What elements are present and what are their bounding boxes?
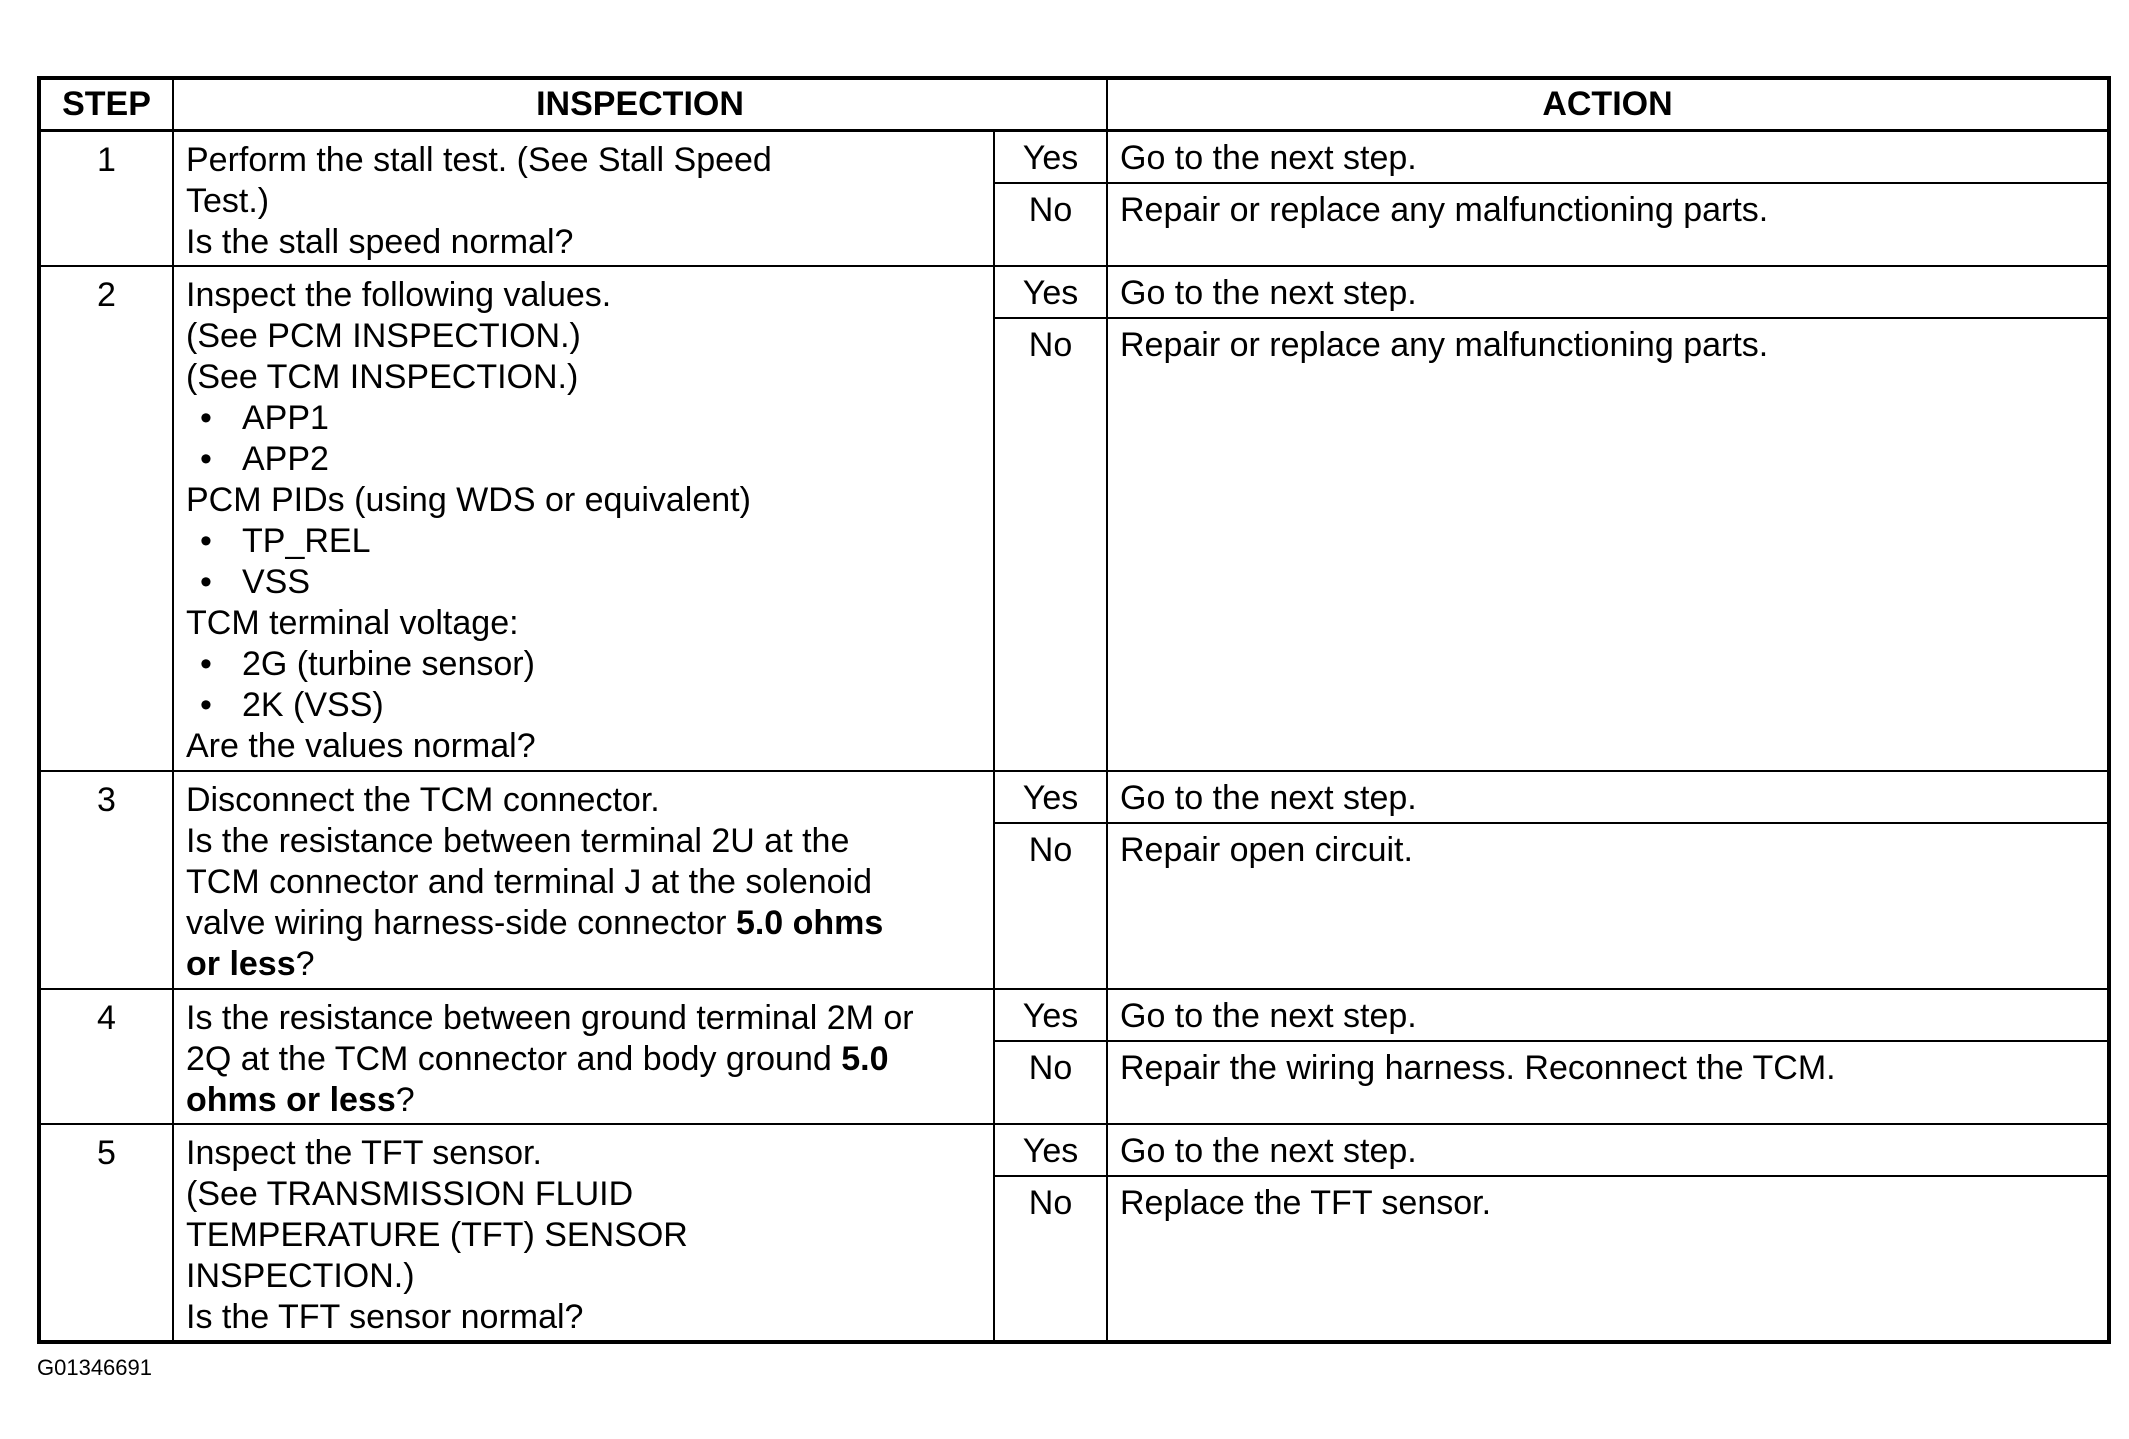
bullet-item	[186, 685, 983, 726]
inspection-line: TCM connector and terminal J at the solenoid	[186, 862, 873, 901]
spec-value: 5.0 ohms	[735, 903, 884, 942]
inspection-line: TEMPERATURE (TFT) SENSOR	[186, 1215, 688, 1254]
bullet-icon: •	[200, 398, 212, 437]
inspection-line: Is the TFT sensor normal?	[186, 1297, 584, 1336]
diagnostic-table-frame	[37, 76, 2111, 1336]
bullet-item	[186, 439, 983, 480]
inspection-text	[173, 1124, 994, 1342]
diagnostic-table	[37, 76, 2111, 1344]
inspection-line: TCM terminal voltage:	[186, 603, 519, 642]
yes-action: Go to the next step.	[1107, 771, 2109, 823]
table-body	[39, 131, 2109, 1342]
bullet-item	[186, 562, 983, 603]
inspection-line: Is the resistance between ground terminal 2M or	[186, 998, 914, 1037]
inspection-line: Is the resistance between terminal 2U at the	[186, 821, 850, 860]
header-row	[39, 78, 2109, 131]
yes-label: Yes	[994, 989, 1107, 1041]
inspection-line	[186, 1039, 983, 1080]
inspection-line: Inspect the TFT sensor.	[186, 1133, 542, 1172]
bullet-item	[186, 644, 983, 685]
inspection-line: Is the stall speed normal?	[186, 223, 574, 261]
table-row	[39, 131, 2109, 183]
no-action: Replace the TFT sensor.	[1107, 1176, 2109, 1342]
bullet-item	[186, 521, 983, 562]
bullet-item	[186, 398, 983, 439]
figure-id: G01346691	[37, 1355, 152, 1380]
bullet-text: 2G (turbine sensor)	[242, 644, 535, 683]
inspection-line: PCM PIDs (using WDS or equivalent)	[186, 480, 751, 519]
inspection-line: (See TCM INSPECTION.)	[186, 357, 579, 396]
inspection-line: INSPECTION.)	[186, 1256, 415, 1295]
inspection-line: Disconnect the TCM connector.	[186, 780, 660, 819]
inspection-line: Inspect the following values.	[186, 275, 612, 314]
no-label: No	[994, 1041, 1107, 1124]
bullet-text: TP_REL	[242, 521, 371, 560]
bullet-icon: •	[200, 562, 212, 601]
bullet-text: APP1	[242, 398, 329, 437]
inspection-text	[173, 131, 994, 266]
bullet-icon: •	[200, 439, 212, 478]
table-row	[39, 989, 2109, 1041]
bullet-text: APP2	[242, 439, 329, 478]
step-number: 5	[39, 1124, 173, 1342]
inspection-fragment: valve wiring harness-side connector	[186, 903, 736, 942]
step-number: 1	[39, 131, 173, 266]
inspection-line: (See TRANSMISSION FLUID	[186, 1174, 634, 1213]
bullet-icon: •	[200, 685, 212, 724]
inspection-line: Perform the stall test. (See Stall Speed	[186, 141, 772, 179]
inspection-line	[186, 1080, 983, 1121]
step-number: 3	[39, 771, 173, 989]
no-label: No	[994, 823, 1107, 989]
spec-value: or less	[186, 944, 296, 983]
header-inspection: INSPECTION	[173, 78, 1107, 131]
inspection-fragment: ?	[295, 944, 315, 983]
no-action: Repair or replace any malfunctioning parts.	[1107, 183, 2109, 266]
bullet-text: VSS	[242, 562, 311, 601]
yes-action: Go to the next step.	[1107, 131, 2109, 183]
yes-action: Go to the next step.	[1107, 266, 2109, 318]
yes-label: Yes	[994, 1124, 1107, 1176]
yes-label: Yes	[994, 771, 1107, 823]
spec-value: ohms or less	[186, 1080, 396, 1119]
bullet-icon: •	[200, 521, 212, 560]
no-label: No	[994, 1176, 1107, 1342]
inspection-line: Test.)	[186, 182, 270, 220]
inspection-fragment: ?	[395, 1080, 415, 1119]
no-label: No	[994, 183, 1107, 266]
no-action: Repair or replace any malfunctioning parts.	[1107, 318, 2109, 771]
step-number: 4	[39, 989, 173, 1124]
yes-label: Yes	[994, 266, 1107, 318]
bullet-icon: •	[200, 644, 212, 683]
bullet-text: 2K (VSS)	[242, 685, 384, 724]
spec-value: 5.0	[841, 1039, 889, 1078]
inspection-line: Are the values normal?	[186, 726, 536, 765]
table-row	[39, 1124, 2109, 1176]
table-row	[39, 266, 2109, 318]
inspection-line	[186, 944, 983, 985]
header-action: ACTION	[1107, 78, 2109, 131]
table-row	[39, 771, 2109, 823]
header-step: STEP	[39, 78, 173, 131]
inspection-text	[173, 989, 994, 1124]
inspection-text	[173, 771, 994, 989]
inspection-text	[173, 266, 994, 771]
yes-label: Yes	[994, 131, 1107, 183]
no-action: Repair the wiring harness. Reconnect the TCM.	[1107, 1041, 2109, 1124]
inspection-fragment: 2Q at the TCM connector and body ground	[186, 1039, 842, 1078]
no-action: Repair open circuit.	[1107, 823, 2109, 989]
no-label: No	[994, 318, 1107, 771]
yes-action: Go to the next step.	[1107, 989, 2109, 1041]
inspection-line	[186, 903, 983, 944]
yes-action: Go to the next step.	[1107, 1124, 2109, 1176]
step-number: 2	[39, 266, 173, 771]
inspection-line: (See PCM INSPECTION.)	[186, 316, 581, 355]
